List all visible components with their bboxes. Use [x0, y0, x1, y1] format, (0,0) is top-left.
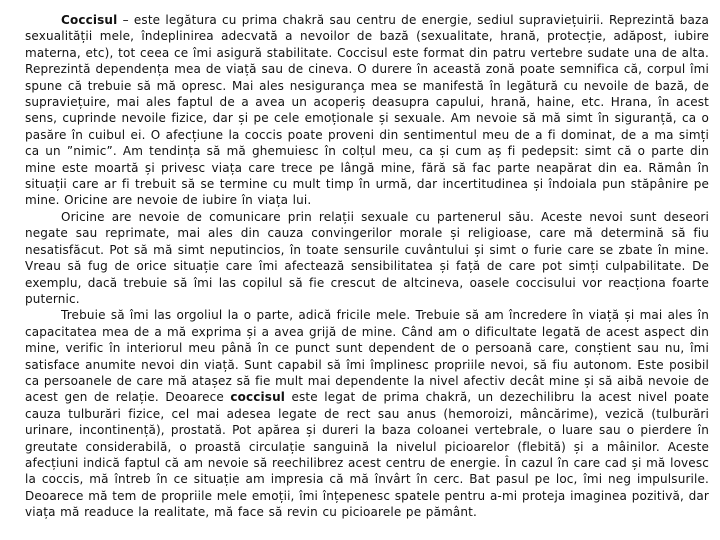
term-coccisul: Coccisul [61, 13, 118, 27]
document-page [25, 12, 709, 521]
paragraph-2-text: Oricine are nevoie de comunicare prin relații sexuale cu partenerul său. Aceste nevoi sunt deseori negate sau reprimate, mai ales din cauza convingerilor morale și religioase, care mă determină să fiu nesatisfăcut. Pot să mă simt neputincios, în toate sensurile cuvântului și simt o furie care se zbate în mine. Vreau să fug de orice situație care îmi afectează sensibilitatea și față de care pot simți culpabilitate. De exemplu, dacă trebuie să îmi las copilul să fie crescut de altcineva, oasele coccisului vor reacționa foarte puternic. [25, 209, 709, 306]
term-coccisul-inline: coccisul [230, 390, 286, 405]
paragraph-3-text-after: este legat de prima chakră, un dezechilibru la acest nivel poate cauza tulburări fizice, cel mai adesea legate de rect sau anus (hemoroizi, mâncărime), vezică (tulburări urinare, incontinență), prostată. Pot apărea și dureri la baza coloanei vertebrale, o luare sau o pierdere în greutate considerabilă, o proastă circulație sanguină la nivelul picioarelor (flebită) și a mâinilor. Aceste afecțiuni indică faptul că am nevoie să reechilibrez acest centru de energie. În cazul în care cad și mă lovesc la coccis, mă întreb în ce situație am impresia că mă învârt în cerc. Bat pasul pe loc, îmi neg impulsurile. Deoarece mă tem de propriile mele emoții, îmi înțepenesc spatele pentru a-mi proteja imaginea pozitivă, dar viața mă readuce la realitate, mă face să revin cu picioarele pe pământ. [25, 390, 709, 520]
paragraph-3 [25, 307, 709, 520]
paragraph-3-text-before: Trebuie să îmi las orgoliul la o parte, adică fricile mele. Trebuie să am încredere în viață și mai ales în capacitatea mea de a mă exprima și a avea grijă de mine. Când am o dificultate legată de acest aspect din mine, verific în interiorul meu până în ce punct sunt dependent de o persoană care, conștient sau nu, îmi satisface anumite nevoi din viață. Sunt capabil să îmi împlinesc propriile nevoi, să fiu autonom. Este posibil ca persoanele de care mă atașez să fie mult mai dependente la nivel afectiv decât mine și să aibă nevoie de acest gen de relație. Deoarece [25, 308, 709, 405]
paragraph-2 [25, 209, 709, 307]
paragraph-1 [25, 12, 709, 209]
paragraph-1-text: – este legătura cu prima chakră sau centru de energie, sediul supraviețuirii. Reprezintă baza sexualității mele, îndeplinirea adecvată a nevoilor de bază (sexualitate, hrană, protecție, adăpost, iubire materna, etc), tot ceea ce îmi asigură stabilitate. Coccisul este format din patru vertebre sudate una de alta. Reprezintă dependența mea de viață sau de cineva. O durere în această zonă poate semnifica că, corpul îmi spune că trebuie să mă opresc. Mai ales nesigurança mea se manifestă în legătură cu nevoile de bază, de supraviețuire, mai ales faptul de a avea un acoperiș deasupra capului, hrană, haine, etc. Hrana, în acest sens, cuprinde nevoile fizice, dar și pe cele emoționale și sexuale. Am nevoie să mă simt în siguranță, ca o pasăre în cuibul ei. O afecțiune la coccis poate proveni din sentimentul meu de a fi dominat, de a ma simți ca un ”nimic”. Am tendința să mă ghemuiesc în colțul meu, ca și cum aș fi pedepsit: simt că o parte din mine este moartă și privesc viața care trece pe lângă mine, fără să fac parte neapărat din ea. Rămân în situații care ar fi trebuit să se termine cu mult timp în urmă, dar incertitudinea și îndoiala pun stăpânire pe mine. Oricine are nevoie de iubire în viața lui. [25, 13, 709, 208]
